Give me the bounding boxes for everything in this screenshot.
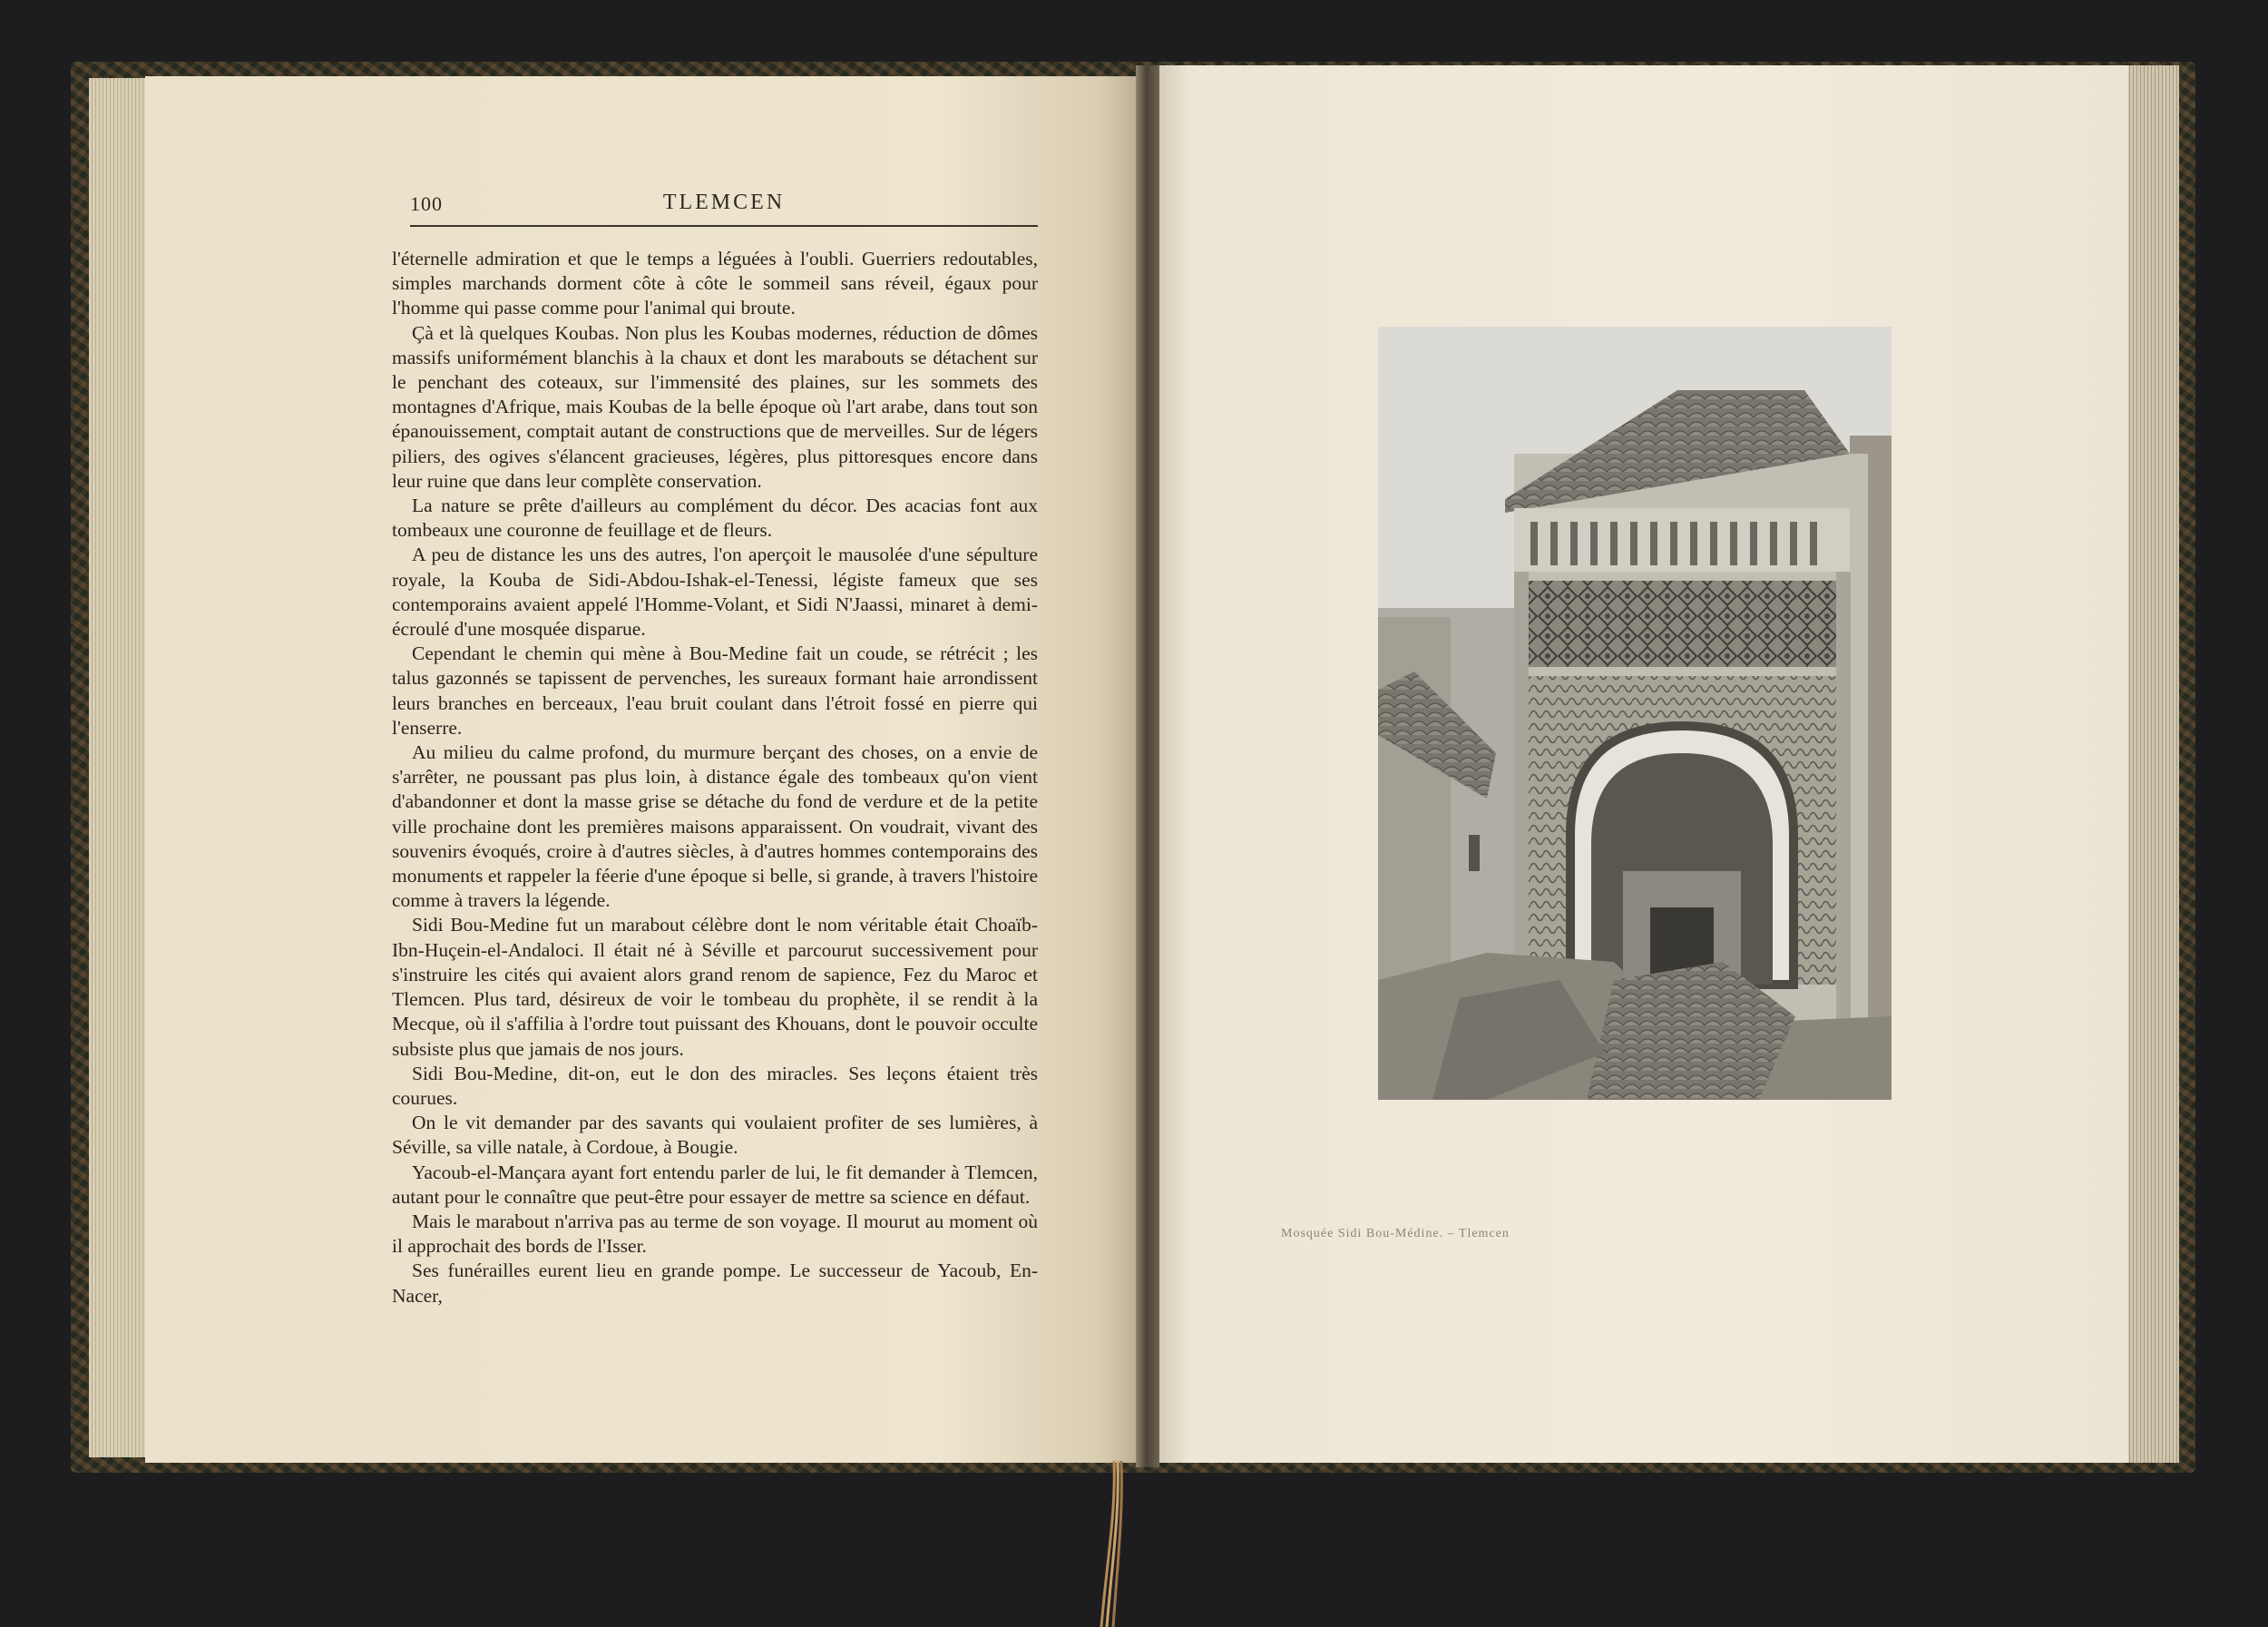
paragraph: La nature se prête d'ailleurs au complément du décor. Des acacias font aux tombeaux une couronne de feuillage et de fleurs. (392, 495, 1038, 542)
paragraph: A peu de distance les uns des autres, l'on aperçoit le mausolée d'une sépulture royale, la Kouba de Sidi-Abdou-Ishak-el-Tenessi, légiste fameux que ses contemporains avaient appelé l'Homme-Volant, et Sidi N'Jaassi, minaret à demi-écroulé d'une mosquée disparue. (392, 544, 1038, 641)
paragraph: Cependant le chemin qui mène à Bou-Medine fait un coude, se rétrécit ; les talus gazonnés se tapissent de pervenches, les sureaux formant haie arrondissent leurs branches en berceaux, l'eau bruit coulant dans l'étroit fossé en pierre qui l'enserre. (392, 642, 1038, 739)
paragraph: l'éternelle admiration et que le temps a léguées à l'oubli. Guerriers redoutables, simples marchands dorment côte à côte le sommeil sans réveil, égaux pour l'homme qui passe comme pour l'animal qui broute. (392, 248, 1038, 319)
paragraph: Sidi Bou-Medine, dit-on, eut le don des miracles. Ses leçons étaient très courues. (392, 1062, 1038, 1109)
paragraph: Mais le marabout n'arriva pas au terme de son voyage. Il mourut au moment où il approchait des bords de l'Isser. (392, 1210, 1038, 1258)
bookmark-ribbon (1098, 1461, 1134, 1627)
paragraph: Yacoub-el-Mançara ayant fort entendu parler de lui, le fit demander à Tlemcen, autant pour le connaître que peut-être pour essayer de mettre sa science en défaut. (392, 1161, 1038, 1208)
paragraph: Çà et là quelques Koubas. Non plus les Koubas modernes, réduction de dômes massifs uniformément blanchis à la chaux et dont les marabouts se détachent sur le penchant des coteaux, sur l'immensité des plaines, sur les sommets des montagnes d'Afrique, mais Koubas de la belle époque où l'art arabe, dans tout son épanouissement, comptait autant de constructions que de merveilles. Sur de légers piliers, des ogives s'élancent gracieuses, légères, plus pittoresques encore dans leur ruine que dans leur complète conservation. (392, 321, 1038, 492)
running-head (410, 189, 1038, 227)
running-head-title: TLEMCEN (662, 191, 786, 214)
page-number: 100 (410, 192, 443, 215)
paragraph: On le vit demander par des savants qui voulaient profiter de ses lumières, à Séville, sa ville natale, à Cordoue, à Bougie. (392, 1112, 1038, 1159)
paragraph: Ses funérailles eurent lieu en grande pompe. Le successeur de Yacoub, En-Nacer, (392, 1259, 1038, 1307)
plate-caption: Mosquée Sidi Bou-Médine. – Tlemcen (1281, 1227, 1510, 1240)
body-text (392, 247, 1038, 1307)
mosque-photograph (1378, 327, 1892, 1100)
paragraph: Au milieu du calme profond, du murmure berçant des choses, on a envie de s'arrêter, ne poussant pas plus loin, à distance égale des tombeaux qu'on vient d'abandonner et dont la masse grise se détache du fond de verdure et de la petite ville prochaine dont les premières maisons apparaissent. On voudrait, vivant des souvenirs évoqués, croire à d'autres siècles, à d'autres hommes contemporains des monuments et rappeler la féerie d'une époque si belle, si grande, à travers l'histoire comme à travers la légende. (392, 741, 1038, 912)
paragraph: Sidi Bou-Medine fut un marabout célèbre dont le nom véritable était Choaïb-Ibn-Huçein-el-Andaloci. Il était né à Séville et parcourut successivement pour s'instruire les cités qui avaient alors grand renom de sapience, Fez du Maroc et Tlemcen. Plus tard, désireux de voir le tombeau du prophète, il se rendit à la Mecque, où il s'affilia à l'ordre tout puissant des Khouans, dont le pouvoir occulte subsiste plus que jamais de nos jours. (392, 914, 1038, 1060)
book-gutter (1136, 65, 1159, 1467)
